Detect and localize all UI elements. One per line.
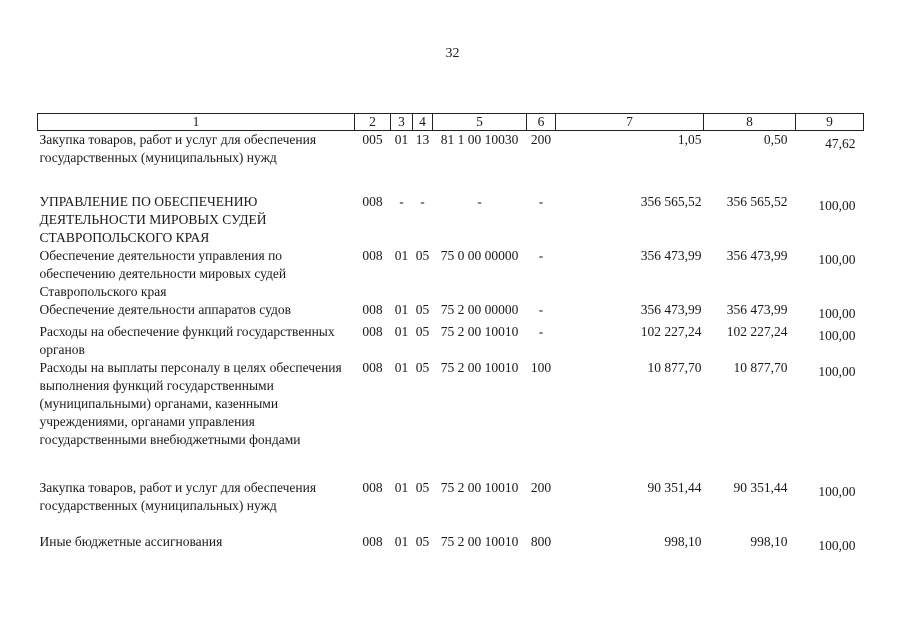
- cell-c3: 01: [394, 132, 409, 147]
- table-row: [38, 193, 864, 247]
- col-header-3: 3: [391, 114, 413, 131]
- header-row: [38, 114, 864, 131]
- cell-c6: 200: [530, 132, 552, 147]
- cell-c8: 90 351,44: [733, 480, 788, 495]
- cell-c6: -: [538, 302, 544, 317]
- cell-c2: 005: [362, 132, 383, 147]
- cell-c2: 008: [362, 248, 383, 263]
- cell-c7: 356 473,99: [640, 302, 702, 317]
- cell-c2: 008: [362, 360, 383, 375]
- cell-c5: 75 2 00 10010: [440, 324, 519, 339]
- cell-c9: 100,00: [818, 198, 856, 213]
- cell-c4: 05: [415, 324, 430, 339]
- cell-c8: 10 877,70: [733, 360, 788, 375]
- row-name: Закупка товаров, работ и услуг для обеспечения государственных (муниципальных) нужд: [39, 132, 317, 165]
- cell-c3: 01: [394, 534, 409, 549]
- cell-c9: 100,00: [818, 538, 856, 553]
- cell-c7: 10 877,70: [647, 360, 702, 375]
- cell-c6: 100: [530, 360, 552, 375]
- cell-c8: 356 473,99: [726, 248, 788, 263]
- row-spacer: [38, 515, 864, 533]
- cell-c4: 05: [415, 248, 430, 263]
- cell-c7: 356 473,99: [640, 248, 702, 263]
- cell-c5: 75 2 00 10010: [440, 360, 519, 375]
- cell-c5: 81 1 00 10030: [440, 132, 519, 147]
- cell-c4: 05: [415, 480, 430, 495]
- table-row: [38, 479, 864, 515]
- cell-c5: -: [477, 194, 482, 209]
- cell-c7: 998,10: [664, 534, 702, 549]
- cell-c9: 100,00: [818, 364, 856, 379]
- cell-c9: 47,62: [825, 136, 856, 151]
- cell-c7: 356 565,52: [640, 194, 702, 209]
- col-header-5: 5: [433, 114, 527, 131]
- cell-c7: 102 227,24: [640, 324, 702, 339]
- cell-c3: -: [399, 194, 404, 209]
- cell-c4: 13: [415, 132, 430, 147]
- cell-c9: 100,00: [818, 252, 856, 267]
- cell-c7: 90 351,44: [647, 480, 702, 495]
- table-row: [38, 359, 864, 449]
- cell-c8: 998,10: [750, 534, 788, 549]
- row-spacer: [38, 449, 864, 479]
- cell-c6: 200: [530, 480, 552, 495]
- row-name: Закупка товаров, работ и услуг для обеспечения государственных (муниципальных) нужд: [39, 480, 317, 513]
- col-header-6: 6: [527, 114, 556, 131]
- cell-c8: 0,50: [763, 132, 788, 147]
- cell-c4: 05: [415, 302, 430, 317]
- table-row: [38, 301, 864, 323]
- cell-c8: 356 473,99: [726, 302, 788, 317]
- cell-c4: 05: [415, 360, 430, 375]
- page-number: 32: [445, 46, 460, 61]
- table-row: [38, 247, 864, 301]
- cell-c6: -: [538, 194, 544, 209]
- cell-c3: 01: [394, 324, 409, 339]
- cell-c5: 75 2 00 10010: [440, 534, 519, 549]
- row-name: Обеспечение деятельности аппаратов судов: [39, 302, 291, 317]
- cell-c9: 100,00: [818, 484, 856, 499]
- row-name: Иные бюджетные ассигнования: [39, 534, 223, 549]
- cell-c5: 75 2 00 10010: [440, 480, 519, 495]
- cell-c2: 008: [362, 480, 383, 495]
- cell-c2: 008: [362, 324, 383, 339]
- row-name: Обеспечение деятельности управления по обеспечению деятельности мировых судей Ставропольского края: [39, 248, 287, 299]
- cell-c3: 01: [394, 480, 409, 495]
- cell-c5: 75 2 00 00000: [440, 302, 519, 317]
- cell-c4: 05: [415, 534, 430, 549]
- col-header-4: 4: [413, 114, 433, 131]
- cell-c8: 102 227,24: [726, 324, 788, 339]
- col-header-2: 2: [355, 114, 391, 131]
- cell-c7: 1,05: [677, 132, 702, 147]
- cell-c2: 008: [362, 534, 383, 549]
- table-row: [38, 533, 864, 555]
- cell-c6: -: [538, 248, 544, 263]
- cell-c9: 100,00: [818, 328, 856, 343]
- row-name: Расходы на выплаты персоналу в целях обеспечения выполнения функций государственными (муниципальными) органами, казенными учреждениями, органами управления государственными внебюджетными фондами: [39, 360, 342, 447]
- cell-c2: 008: [362, 194, 383, 209]
- cell-c4: -: [420, 194, 425, 209]
- col-header-1: 1: [38, 114, 355, 131]
- cell-c3: 01: [394, 302, 409, 317]
- col-header-9: 9: [796, 114, 864, 131]
- row-spacer: [38, 167, 864, 193]
- col-header-7: 7: [556, 114, 704, 131]
- table-row: [38, 323, 864, 359]
- col-header-8: 8: [704, 114, 796, 131]
- cell-c3: 01: [394, 360, 409, 375]
- cell-c6: -: [538, 324, 544, 339]
- cell-c8: 356 565,52: [726, 194, 788, 209]
- cell-c6: 800: [530, 534, 552, 549]
- budget-table: [37, 113, 864, 555]
- cell-c3: 01: [394, 248, 409, 263]
- table-row: [38, 131, 864, 168]
- row-name: Расходы на обеспечение функций государственных органов: [39, 324, 335, 357]
- cell-c5: 75 0 00 00000: [440, 248, 519, 263]
- cell-c2: 008: [362, 302, 383, 317]
- row-name: УПРАВЛЕНИЕ ПО ОБЕСПЕЧЕНИЮ ДЕЯТЕЛЬНОСТИ МИРОВЫХ СУДЕЙ СТАВРОПОЛЬСКОГО КРАЯ: [39, 194, 267, 245]
- cell-c9: 100,00: [818, 306, 856, 321]
